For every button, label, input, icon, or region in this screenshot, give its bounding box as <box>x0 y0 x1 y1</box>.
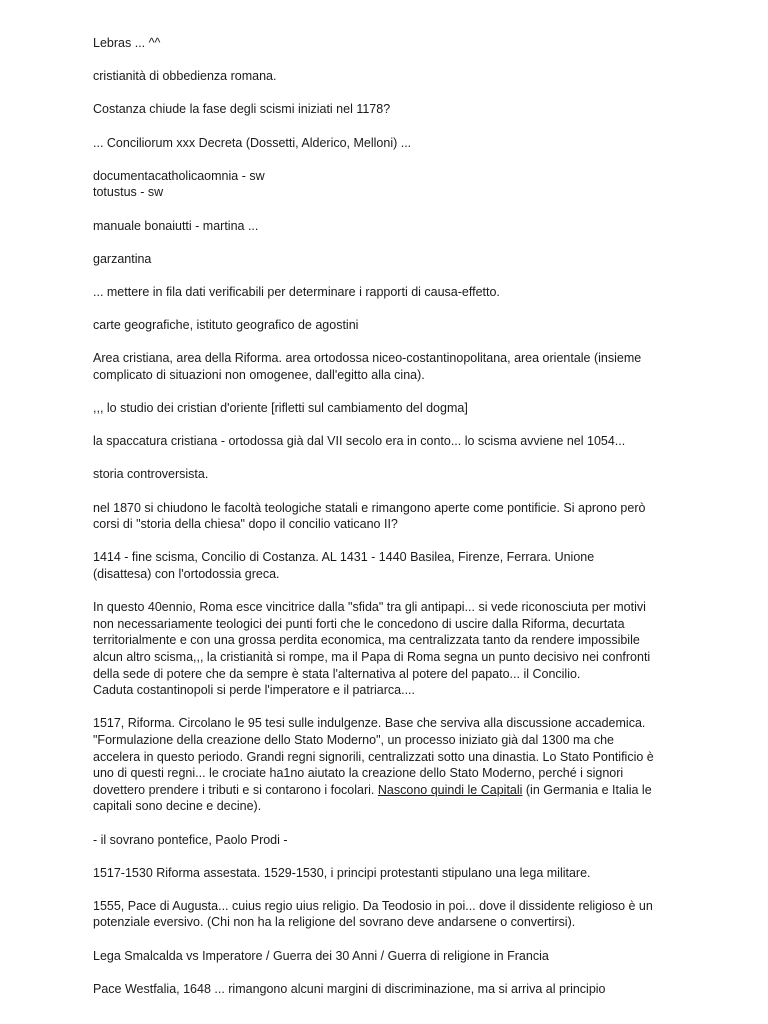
note-quarantennio: In questo 40ennio, Roma esce vincitrice dalla "sfida" tra gli antipapi... si vede riconosciuta per motivi non necessariamente teologici dei punti forti che le concedono di uscire dalla Riforma, decurtata territorialmente e con una grossa perdita economica, ma centralizzata tanto da rendere impossibile alcun altro scisma,,, la cristianità si rompe, ma il Papa di Roma segna un punto decisivo nei confronti della sede di potere che da sempre è stata l'alternativa al potere del papato... il Concilio. Caduta costantinopoli si perde l'imperatore e il patriarca.... <box>93 600 651 698</box>
note-garzantina: garzantina <box>93 251 152 266</box>
note-costanza: Costanza chiude la fase degli scismi iniziati nel 1178? <box>93 102 391 117</box>
note-pace-westfalia: Pace Westfalia, 1648 ... rimangono alcuni margini di discriminazione, ma si arriva al principio <box>93 981 606 996</box>
note-cristianita: cristianità di obbedienza romana. <box>93 69 277 84</box>
capitali-underlined-phrase: Nascono quindi le Capitali <box>377 782 523 797</box>
note-lebras: Lebras ... ^^ <box>93 36 161 50</box>
note-conciliorum: ... Conciliorum xxx Decreta (Dossetti, Alderico, Melloni) ... <box>93 135 412 150</box>
note-sources-sw: documentacatholicaomnia - sw totustus - sw <box>93 168 265 200</box>
note-carte-geografiche: carte geografiche, istituto geografico de agostini <box>93 318 359 333</box>
note-cristiani-oriente: ,,, lo studio dei cristian d'oriente [rifletti sul cambiamento del dogma] <box>93 401 468 416</box>
note-1517-riforma: 1517, Riforma. Circolano le 95 tesi sulle indulgenze. Base che serviva alla discussione accademica. "Formulazione della creazione dello Stato Moderno", un processo iniziato già dal 1300 ma che accelera in questo periodo. Grandi regni signorili, centralizzati sotto una dinastia. Lo Stato Pontificio è uno di questi regni... le crociate ha1no aiutato la creazione dello Stato Moderno, perché i signori dovettero prendere i tributi e si contarono i focolari. Nascono quindi le Capitali (in Germania e Italia le capitali sono decine e decine). <box>93 715 708 815</box>
note-spaccatura: la spaccatura cristiana - ortodossa già dal VII secolo era in conto... lo scisma avviene nel 1054... <box>93 434 626 449</box>
capitali-line: dovettero prendere i tributi e si contarono i focolari. Nascono quindi le Capitali (in Germania e Italia le <box>93 782 652 797</box>
note-lega-smalcalda: Lega Smalcalda vs Imperatore / Guerra dei 30 Anni / Guerra di religione in Francia <box>93 948 549 963</box>
note-1517-1530: 1517-1530 Riforma assestata. 1529-1530, i principi protestanti stipulano una lega militare. <box>93 865 591 880</box>
note-1414: 1414 - fine scisma, Concilio di Costanza. AL 1431 - 1440 Basilea, Firenze, Ferrara. Unione (disattesa) con l'ortodossia greca. <box>93 550 595 581</box>
note-dati-verificabili: ... mettere in fila dati verificabili per determinare i rapporti di causa-effetto. <box>93 284 500 299</box>
note-aree-cristiane: Area cristiana, area della Riforma. area ortodossa niceo-costantinopolitana, area orientale (insieme complicato di situazioni non omogenee, dall'egitto alla cina). <box>93 351 642 382</box>
note-pace-augusta: 1555, Pace di Augusta... cuius regio uius religio. Da Teodosio in poi... dove il dissidente religioso è un potenziale eversivo. (Chi non ha la religione del sovrano deve andarsene o convertirsi). <box>93 898 653 930</box>
note-storia-controversista: storia controversista. <box>93 467 209 482</box>
note-1870: nel 1870 si chiudono le facoltà teologiche statali e rimangono aperte come pontificie. Si aprono però corsi di "storia della chiesa" dopo il concilio vaticano II? <box>93 500 646 532</box>
note-manuale: manuale bonaiutti - martina ... <box>93 218 259 233</box>
note-paolo-prodi: - il sovrano pontefice, Paolo Prodi - <box>93 832 288 847</box>
